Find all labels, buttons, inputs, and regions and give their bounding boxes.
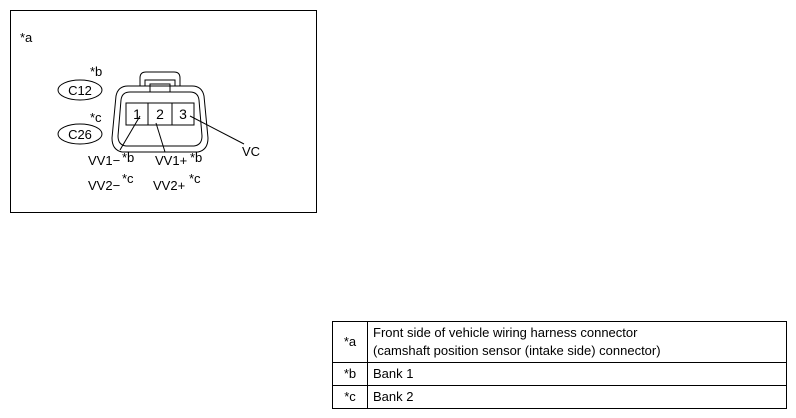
legend-table <box>332 321 787 409</box>
legend-key: *c <box>333 386 368 409</box>
legend-description: Bank 2 <box>368 386 787 409</box>
legend-description <box>368 322 787 363</box>
pin2-bank1-mark: *b <box>190 150 203 165</box>
callout-a: *a <box>20 30 33 45</box>
callout-c: *c <box>90 110 102 125</box>
legend-row-c <box>333 386 787 409</box>
pin-2: 2 <box>156 106 164 122</box>
pin-1: 1 <box>133 106 141 122</box>
pin1-bank2-signal: VV2− <box>88 178 121 193</box>
legend-key: *b <box>333 363 368 386</box>
legend-key: *a <box>333 322 368 363</box>
legend-row-a <box>333 322 787 363</box>
pin3-signal: VC <box>242 144 261 159</box>
pin2-bank2-signal: VV2+ <box>153 178 186 193</box>
legend-description-line2: (camshaft position sensor (intake side) connector) <box>373 343 661 358</box>
pin2-bank1-signal: VV1+ <box>155 153 188 168</box>
pin-3: 3 <box>179 106 187 122</box>
legend-description-line1: Front side of vehicle wiring harness connector <box>373 325 638 340</box>
connector-code-bank1: C12 <box>68 83 92 98</box>
pin2-bank2-mark: *c <box>189 171 201 186</box>
legend-row-b <box>333 363 787 386</box>
legend-description: Bank 1 <box>368 363 787 386</box>
callout-b: *b <box>90 64 103 79</box>
pin1-bank2-mark: *c <box>122 171 134 186</box>
pin1-bank1-mark: *b <box>122 150 135 165</box>
connector-code-bank2: C26 <box>68 127 92 142</box>
pin1-bank1-signal: VV1− <box>88 153 121 168</box>
